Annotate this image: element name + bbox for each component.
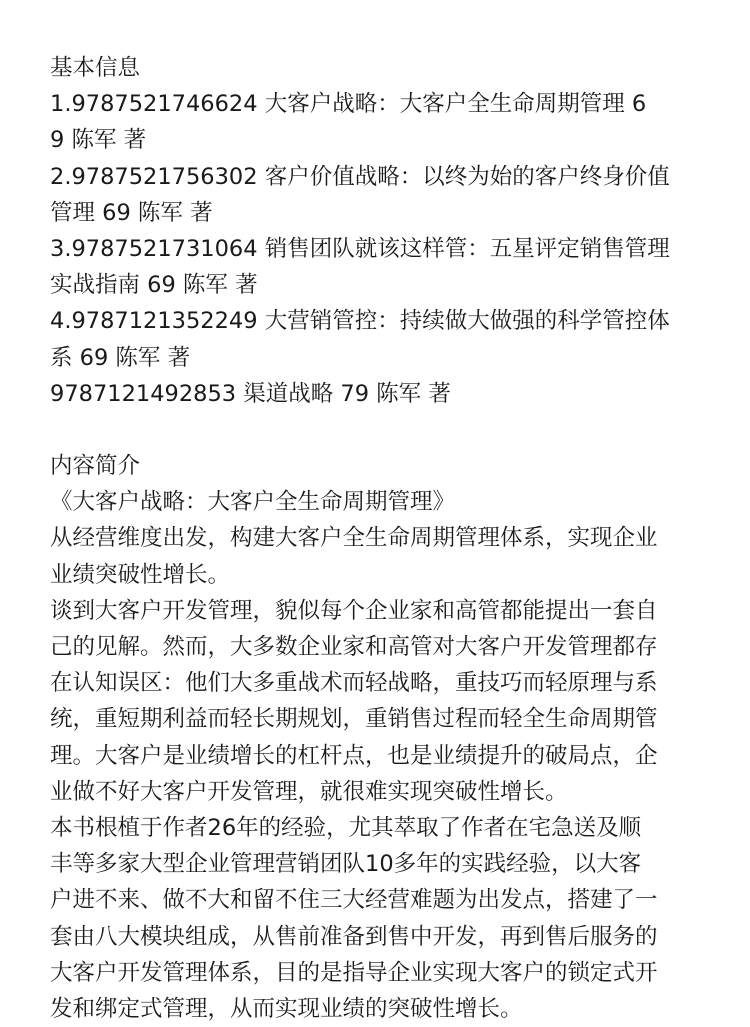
book-line: 9787121492853 渠道战略 79 陈军 著 xyxy=(50,380,451,407)
summary-line: 统，重短期利益而轻长期规划，重销售过程而轻全生命周期管 xyxy=(50,706,658,733)
book-line: 1.9787521746624 大客户战略：大客户全生命周期管理 6 xyxy=(50,91,647,118)
book-line: 4.9787121352249 大营销管控：持续做大做强的科学管控体 xyxy=(50,308,670,335)
book-line: 3.9787521731064 销售团队就该这样管：五星评定销售管理 xyxy=(50,235,670,262)
summary-line: 从经营维度出发，构建大客户全生命周期管理体系，实现企业 xyxy=(50,525,658,552)
book-line: 实战指南 69 陈军 著 xyxy=(50,272,258,299)
summary-line: 本书根植于作者26年的经验，尤其萃取了作者在宅急送及顺 xyxy=(50,814,642,841)
summary-line: 谈到大客户开发管理，貌似每个企业家和高管都能提出一套自 xyxy=(50,597,658,624)
book-line: 管理 69 陈军 著 xyxy=(50,199,213,226)
summary-line: 套由八大模块组成，从售前准备到售中开发，再到售后服务的 xyxy=(50,923,658,950)
summary-book-title: 《大客户战略：大客户全生命周期管理》 xyxy=(50,489,456,516)
summary-line: 理。大客户是业绩增长的杠杆点，也是业绩提升的破局点，企 xyxy=(50,742,658,769)
summary-line: 己的见解。然而，大多数企业家和高管对大客户开发管理都存 xyxy=(50,634,658,660)
section-spacer xyxy=(50,412,700,448)
summary-line: 发和绑定式管理，从而实现业绩的突破性增长。 xyxy=(50,995,523,1022)
summary-line: 户进不来、做不大和留不住三大经营难题为出发点，搭建了一 xyxy=(50,887,658,914)
book-line: 9 陈军 著 xyxy=(50,127,147,154)
book-line: 2.9787521756302 客户价值战略：以终为始的客户终身价值 xyxy=(50,163,670,190)
summary-line: 大客户开发管理体系，目的是指导企业实现大客户的锁定式开 xyxy=(50,959,658,986)
summary-line: 丰等多家大型企业管理营销团队10多年的实践经验，以大客 xyxy=(50,851,642,878)
summary-heading: 内容简介 xyxy=(50,453,141,480)
summary-line: 在认知误区：他们大多重战术而轻战略，重技巧而轻原理与系 xyxy=(50,670,658,697)
document-body xyxy=(50,50,700,1027)
basic-info-heading: 基本信息 xyxy=(50,55,141,81)
summary-line: 业绩突破性增长。 xyxy=(50,561,231,588)
book-line: 系 69 陈军 著 xyxy=(50,344,191,371)
summary-line: 业做不好大客户开发管理，就很难实现突破性增长。 xyxy=(50,778,568,805)
